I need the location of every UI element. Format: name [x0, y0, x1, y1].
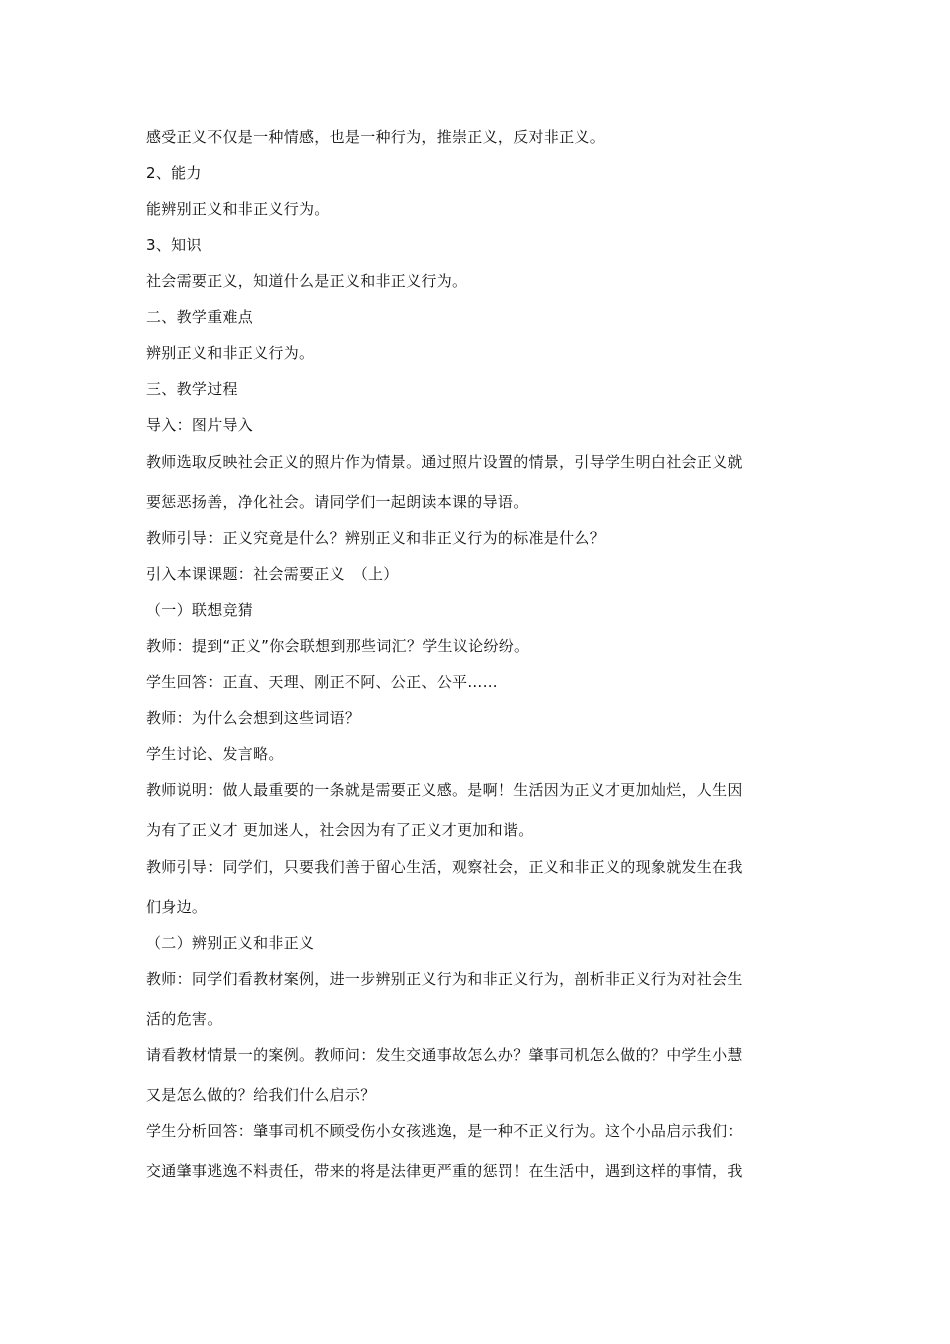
text-line: 学生分析回答：肇事司机不顾受伤小女孩逃逸，是一种不正义行为。这个小品启示我们：: [146, 1122, 743, 1140]
text-line: 教师：提到“正义”你会联想到那些词汇？学生议论纷纷。: [146, 637, 530, 655]
text-line: 请看教材情景一的案例。教师问：发生交通事故怎么办？肇事司机怎么做的？中学生小慧: [146, 1046, 743, 1064]
text-line: 活的危害。: [146, 1010, 223, 1028]
text-line: 教师引导：正义究竟是什么？辨别正义和非正义行为的标准是什么？: [146, 529, 606, 547]
text-line: 学生讨论、发言略。: [146, 745, 284, 763]
text-line: 又是怎么做的？给我们什么启示？: [146, 1086, 376, 1104]
text-line: 教师：同学们看教材案例，进一步辨别正义行为和非正义行为，剖析非正义行为对社会生: [146, 970, 743, 988]
text-line: 引入本课课题：社会需要正义 （上）: [146, 565, 399, 583]
subsection-heading: （一）联想竞猜: [146, 601, 254, 619]
text-line: 要惩恶扬善，净化社会。请同学们一起朗读本课的导语。: [146, 493, 529, 511]
text-line: 教师引导：同学们，只要我们善于留心生活，观察社会，正义和非正义的现象就发生在我: [146, 858, 743, 876]
text-line: 们身边。: [146, 898, 208, 916]
text-line: 教师选取反映社会正义的照片作为情景。通过照片设置的情景，引导学生明白社会正义就: [146, 453, 743, 471]
text-line: 能辨别正义和非正义行为。: [146, 200, 330, 218]
text-line: 交通肇事逃逸不料责任，带来的将是法律更严重的惩罚！在生活中，遇到这样的事情，我: [146, 1162, 743, 1180]
text-line: 教师说明：做人最重要的一条就是需要正义感。是啊！生活因为正义才更加灿烂，人生因: [146, 781, 743, 799]
text-line: 3、知识: [146, 236, 202, 254]
text-line: 感受正义不仅是一种情感，也是一种行为，推崇正义，反对非正义。: [146, 128, 606, 146]
text-line: 2、能力: [146, 164, 202, 182]
text-line: 社会需要正义，知道什么是正义和非正义行为。: [146, 272, 468, 290]
section-heading: 二、教学重难点: [146, 308, 254, 326]
text-line: 辨别正义和非正义行为。: [146, 344, 315, 362]
text-line: 学生回答：正直、天理、刚正不阿、公正、公平……: [146, 673, 498, 691]
text-line: 导入：图片导入: [146, 416, 254, 434]
text-line: 为有了正义才 更加迷人，社会因为有了正义才更加和谐。: [146, 821, 534, 839]
subsection-heading: （二）辨别正义和非正义: [146, 934, 315, 952]
text-line: 教师：为什么会想到这些词语？: [146, 709, 361, 727]
section-heading: 三、教学过程: [146, 380, 238, 398]
